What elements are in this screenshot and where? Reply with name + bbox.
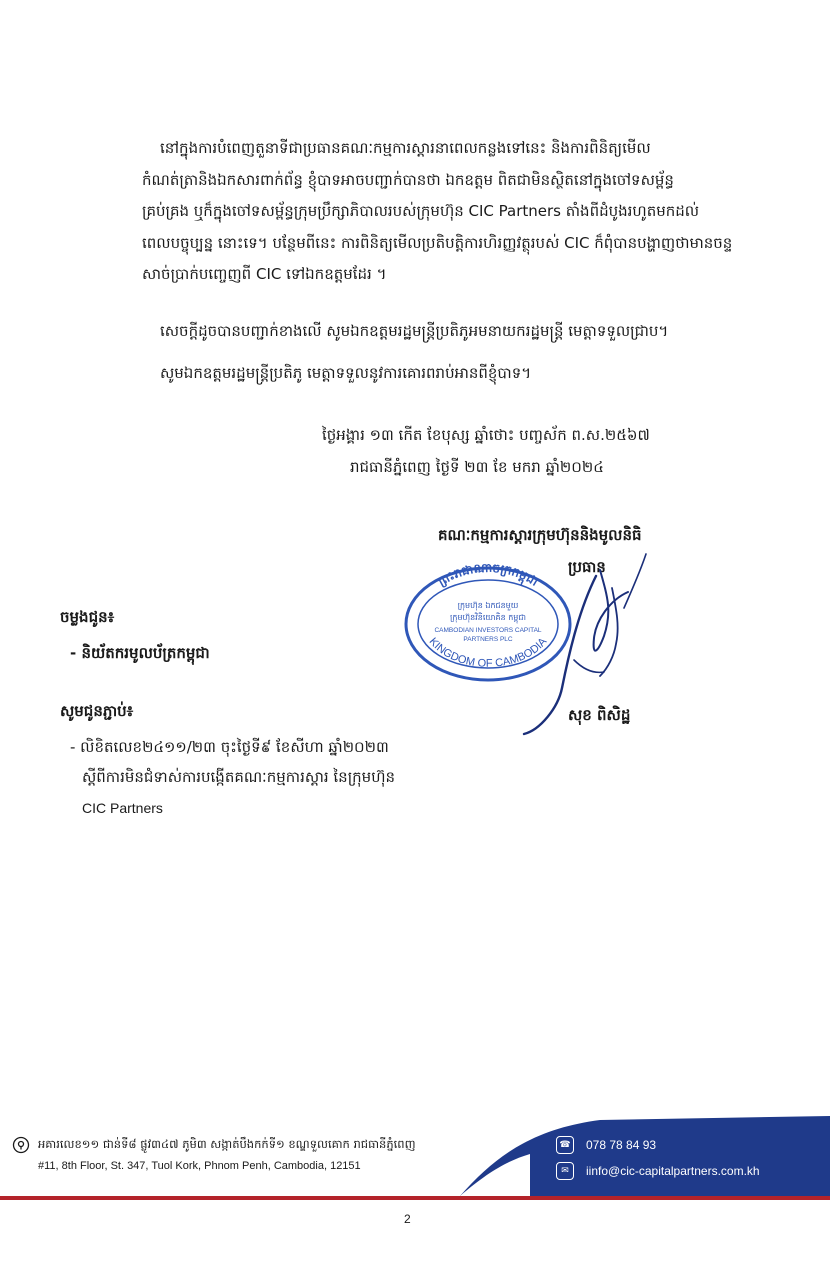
address-khmer: អគារលេខ១១ ជាន់ទី៨ ផ្លូវ៣៤៧ ភូមិ៣ សង្កាត់បឹងកក់ទី១ ខណ្ឌទួលគោក រាជធានីភ្នំពេញ xyxy=(38,1136,416,1151)
signer-name: សុខ ពិសិដ្ឋ xyxy=(568,706,631,724)
lunar-date: ថ្ងៃអង្គារ ១៣ កើត ខែបុស្ស ឆ្នាំថោះ បញ្ចស័ក ព.ស.២៥៦៧ xyxy=(322,426,650,444)
footer-divider xyxy=(0,1196,830,1200)
body-paragraph-2: សេចក្តីដូចបានបញ្ជាក់ខាងលើ សូមឯកឧត្តមរដ្ឋមន្ត្រីប្រតិភូអមនាយករដ្ឋមន្ត្រី មេត្តាទទួលជ្រាប។ xyxy=(160,322,669,340)
attachment-line: CIC Partners xyxy=(82,800,163,816)
paragraph-line: ពេលបច្ចុប្បន្ន នោះទេ។ បន្ថែមពីនេះ ការពិនិត្យមើលប្រតិបត្តិការហិរញ្ញវត្ថុរបស់ CIC ក៏ពុំបានបង្ហាញថាមានចន្ទ xyxy=(142,233,733,252)
cc-heading: ចម្លងជូន៖ xyxy=(60,608,115,626)
attachment-line: ស្តីពីការមិនជំទាស់ការបង្កើតគណៈកម្មការស្តារ នៃក្រុមហ៊ុន xyxy=(82,768,396,786)
paragraph-line: សាច់ប្រាក់បញ្ចេញពី CIC ទៅឯកឧត្តមដែរ ។ xyxy=(142,265,387,283)
cc-item: - និយ័តករមូលប័ត្រកម្ពុជា xyxy=(70,644,210,662)
location-pin-icon xyxy=(12,1136,30,1154)
page-number: 2 xyxy=(404,1212,411,1226)
phone-number[interactable]: 078 78 84 93 xyxy=(586,1138,657,1152)
paragraph-line: គ្រប់គ្រង ឬក៏ក្នុងចៅទសម្ព័ន្ធក្រុមប្រឹក្សាភិបាលរបស់ក្រុមហ៊ុន CIC Partners តាំងពីដំបូងរហូតមកដល់ xyxy=(142,202,700,220)
svg-text:KINGDOM OF CAMBODIA: KINGDOM OF CAMBODIA xyxy=(426,635,550,670)
signer-position: ប្រធាន xyxy=(568,558,606,576)
footer-contact xyxy=(556,1132,760,1184)
address-english: #11, 8th Floor, St. 347, Tuol Kork, Phnom Penh, Cambodia, 12151 xyxy=(38,1160,361,1172)
paragraph-line: កំណត់ត្រានិងឯកសារពាក់ព័ន្ធ ខ្ញុំបាទអាចបញ្ជាក់បានថា ឯកឧត្តម ពិតជាមិនស្ថិតនៅក្នុងចៅទសម្ព័ន្ធ xyxy=(142,170,674,189)
paragraph-line: នៅក្នុងការបំពេញតួនាទីជាប្រធានគណៈកម្មការស្តារនាពេលកន្លងទៅនេះ និងការពិនិត្យមើល xyxy=(160,139,651,157)
svg-text:ក្រុមហ៊ុន ឯកជនមួយ: ក្រុមហ៊ុន ឯកជនមួយ xyxy=(457,601,519,610)
solar-date: រាជធានីភ្នំពេញ ថ្ងៃទី ២៣ ខែ មករា ឆ្នាំ២០២៤ xyxy=(350,458,604,476)
svg-text:ក្រុមហ៊ុនវិនិយោគិន កម្ពុជា: ក្រុមហ៊ុនវិនិយោគិន កម្ពុជា xyxy=(449,613,527,622)
attachment-line: - លិខិតលេខ២៤១១/២៣ ចុះថ្ងៃទី៩ ខែសីហា ឆ្នាំ២០២៣ xyxy=(70,738,389,756)
signer-organization: គណៈកម្មការស្តារក្រុមហ៊ុននិងមូលនិធិ xyxy=(438,526,642,544)
email-address[interactable]: iinfo@cic-capitalpartners.com.kh xyxy=(586,1164,760,1178)
email-icon: ✉ xyxy=(556,1162,574,1180)
phone-icon: ☎ xyxy=(556,1136,574,1154)
body-paragraph-3: សូមឯកឧត្តមរដ្ឋមន្ត្រីប្រតិភូ មេត្តាទទួលនូវការគោរពរាប់អានពីខ្ញុំបាទ។ xyxy=(160,364,532,382)
svg-text:CAMBODIAN INVESTORS CAPITAL: CAMBODIAN INVESTORS CAPITAL xyxy=(434,627,542,634)
footer-address xyxy=(12,1136,416,1172)
svg-text:ព្រះរាជាណាចក្រកម្ពុជា: ព្រះរាជាណាចក្រកម្ពុជា xyxy=(435,562,541,589)
body-paragraph-1 xyxy=(142,133,750,291)
attachment-heading: សូមជូនភ្ជាប់៖ xyxy=(60,702,134,720)
svg-text:PARTNERS PLC: PARTNERS PLC xyxy=(463,636,513,643)
